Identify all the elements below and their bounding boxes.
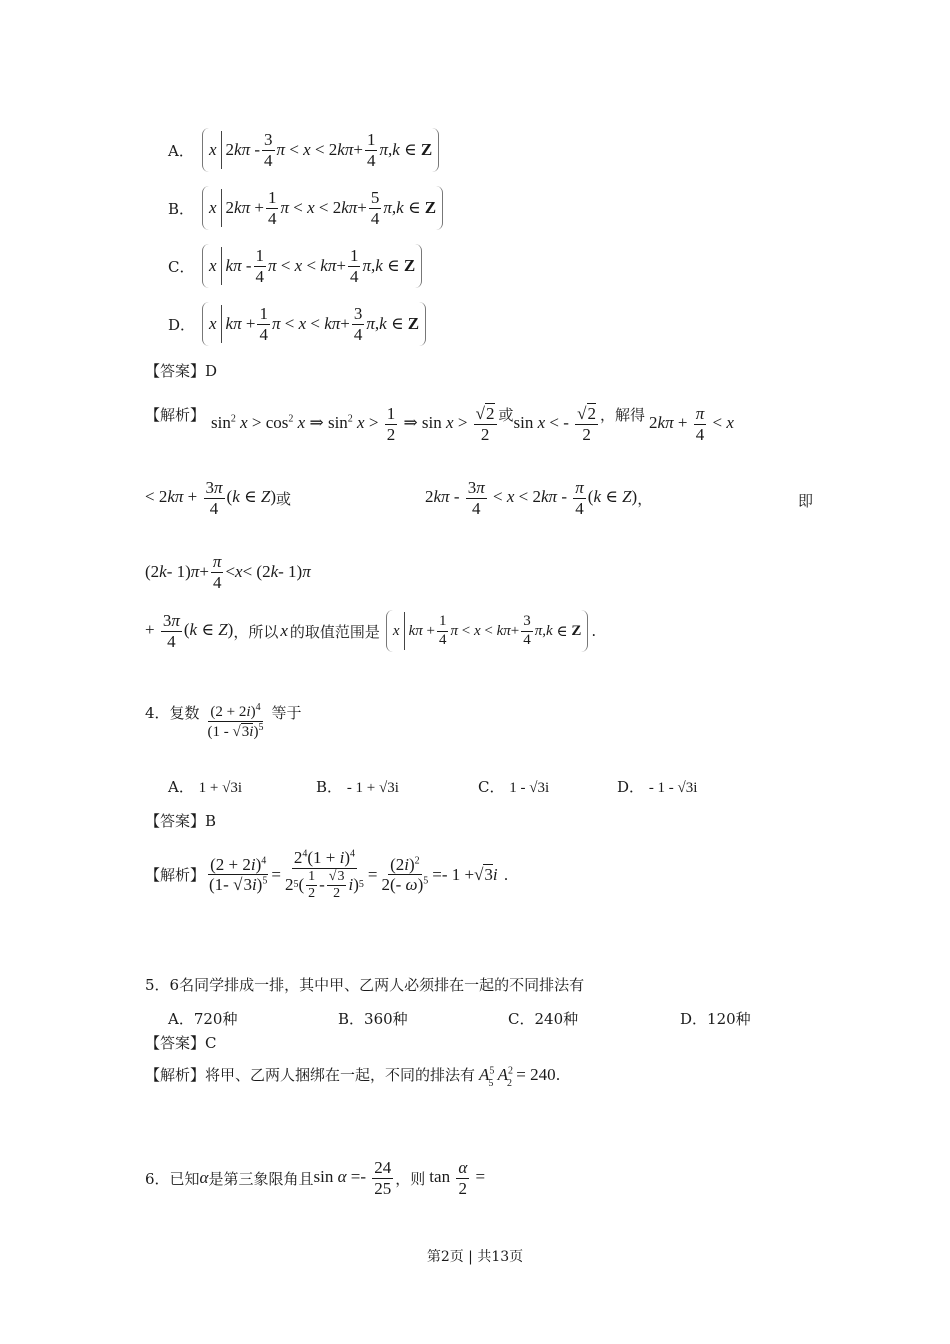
option-label: A． — [168, 778, 194, 796]
q5-option-c — [508, 1008, 578, 1029]
option-label: B． — [338, 1010, 365, 1028]
option-label: B． — [316, 778, 343, 796]
set-expression: x 2kπ - $\frac{3}{4}$ π < x < 2 kπ + $\frac{1}{4}$ π , k ∈ Z — [202, 128, 439, 172]
option-text: 1 - √3i — [509, 780, 550, 796]
analysis-period: . — [555, 1065, 561, 1084]
q3-analysis-line1 — [145, 404, 825, 444]
option-label: D． — [680, 1010, 708, 1028]
q4-option-a — [168, 776, 242, 797]
q4-stem-tail: 等于 — [271, 704, 302, 722]
analysis-formula-5: 2kπ - $\frac{3\pi}{4}$ < x < 2kπ - $\frac{\pi}{4}$ (k ∈ Z) — [425, 478, 638, 518]
q3-analysis-line2b — [425, 478, 652, 518]
q6-stem-mid: 是第三象限角且 — [208, 1169, 314, 1188]
q4-stem-start: 4．复数 — [145, 704, 200, 722]
q4-option-b — [316, 776, 399, 797]
option-label: C． — [508, 1010, 535, 1028]
q5-answer: 【答案】C — [145, 1034, 217, 1052]
q3-analysis-line2 — [145, 478, 291, 518]
q6-stem-start: 6．已知 — [145, 1169, 200, 1188]
q4-stem — [145, 702, 301, 742]
set-expression: x kπ + $\frac{1}{4}$ π < x < kπ + $\frac{3}{4}$ π , k ∈ Z — [386, 610, 588, 652]
q3-analysis-line4 — [145, 610, 596, 652]
q6-tan-formula: tan $\frac{\alpha}{2}$ = — [429, 1158, 486, 1198]
q5-analysis — [145, 1064, 561, 1089]
q6-stem — [145, 1158, 485, 1198]
analysis-label: 【解析】 — [145, 866, 206, 885]
analysis-formula-3: 2kπ + $\frac{\pi}{4}$ < x — [649, 404, 734, 444]
q6-stem-comma: ，则 — [395, 1169, 426, 1188]
option-label: C． — [478, 778, 505, 796]
analysis-label: 【解析】 — [145, 406, 206, 424]
option-text: 360种 — [364, 1010, 408, 1028]
option-text: 120种 — [707, 1010, 751, 1028]
option-text: 1 + √3i — [198, 780, 242, 796]
analysis-period: . — [503, 865, 509, 884]
analysis-period: . — [591, 622, 597, 640]
analysis-comma: ， — [637, 489, 653, 508]
q3-answer: 【答案】D — [145, 362, 218, 380]
analysis-formula: $\frac{(2 + 2i)^4}{(1- √3i)^5}$ = $2^4(1 + i)^4$ 2 5 ( $\frac{1}{2}$ - $\frac{√3}{2}$ i ) 5 = $\frac{(2i)^2}{2(- \omega)^5}$ =- 1 + √ 3 i — [209, 848, 498, 901]
q5-option-a — [168, 1008, 237, 1029]
q5-option-d — [680, 1008, 751, 1029]
q5-stem: 5．6名同学排成一排，其中甲、乙两人必须排在一起的不同排法有 — [145, 976, 585, 994]
q3-option-b — [168, 186, 446, 230]
analysis-or: 或 — [498, 406, 514, 424]
q4-option-d — [617, 776, 697, 797]
set-expression: x kπ - $\frac{1}{4}$ π < x < kπ + $\frac{1}{4}$ π , k ∈ Z — [202, 244, 422, 288]
analysis-formula: $\sin^2 x > \cos^2 x$ ⇒ $\sin^2 x$ > $\frac{1}{2}$ ⇒ sin x > $\frac{√2}{2}$ — [211, 404, 495, 444]
q4-fraction: $\frac{(2 + 2i)^4}{(1 - √3i)^5}$ — [207, 702, 264, 741]
analysis-range: 的取值范围是 — [289, 622, 380, 641]
option-text: - 1 - √3i — [648, 780, 698, 796]
analysis-formula-6: + $\frac{3\pi}{4}$ (k ∈ Z) — [145, 610, 234, 651]
option-label: A． — [168, 1010, 194, 1028]
option-label: D． — [617, 778, 645, 796]
q3-option-c — [168, 244, 425, 288]
q5-option-b — [338, 1008, 408, 1029]
q6-sin-formula: sin α =- $\frac{24}{25}$ — [313, 1158, 392, 1198]
option-text: 240种 — [534, 1010, 579, 1028]
analysis-suoyi: ，所以 — [233, 622, 279, 641]
q3-option-d — [168, 302, 429, 346]
analysis-formula-4: < 2kπ + $\frac{3\pi}{4}$ (k ∈ Z) — [145, 478, 276, 518]
option-label: C． — [168, 257, 195, 276]
q3-analysis-ji: 即 — [798, 492, 814, 510]
q4-option-c — [478, 776, 549, 797]
analysis-or-2: 或 — [275, 489, 291, 508]
q3-analysis-line3: (2 k - 1) π + $\frac{\pi}{4}$ < x < (2 k - 1) π — [145, 552, 311, 592]
page-footer: 第2页 | 共13页 — [426, 1249, 524, 1265]
option-label: A． — [168, 141, 194, 160]
option-label: B． — [168, 199, 195, 218]
q3-option-a — [168, 128, 442, 172]
analysis-formula-2: sin x < - $\frac{√2}{2}$ — [513, 404, 597, 444]
analysis-text: 【解析】将甲、乙两人捆绑在一起，不同的排法有 — [145, 1066, 476, 1084]
q4-answer: 【答案】B — [145, 812, 217, 830]
q4-analysis — [145, 848, 508, 902]
option-text: - 1 + √3i — [346, 780, 399, 796]
q6-alpha: α — [199, 1168, 209, 1188]
analysis-solve: ，解得 — [600, 406, 646, 424]
analysis-formula: $A^5_5$ $A^2_2 = 240$ — [479, 1064, 556, 1089]
option-label: D． — [168, 315, 196, 334]
set-expression: x kπ + $\frac{1}{4}$ π < x < kπ + $\frac{3}{4}$ π , k ∈ Z — [202, 302, 426, 346]
set-expression: x 2kπ + $\frac{1}{4}$ π < x < 2 kπ + $\frac{5}{4}$ π , k ∈ Z — [202, 186, 443, 230]
analysis-var-x: x — [280, 621, 288, 640]
option-text: 720种 — [193, 1010, 238, 1028]
